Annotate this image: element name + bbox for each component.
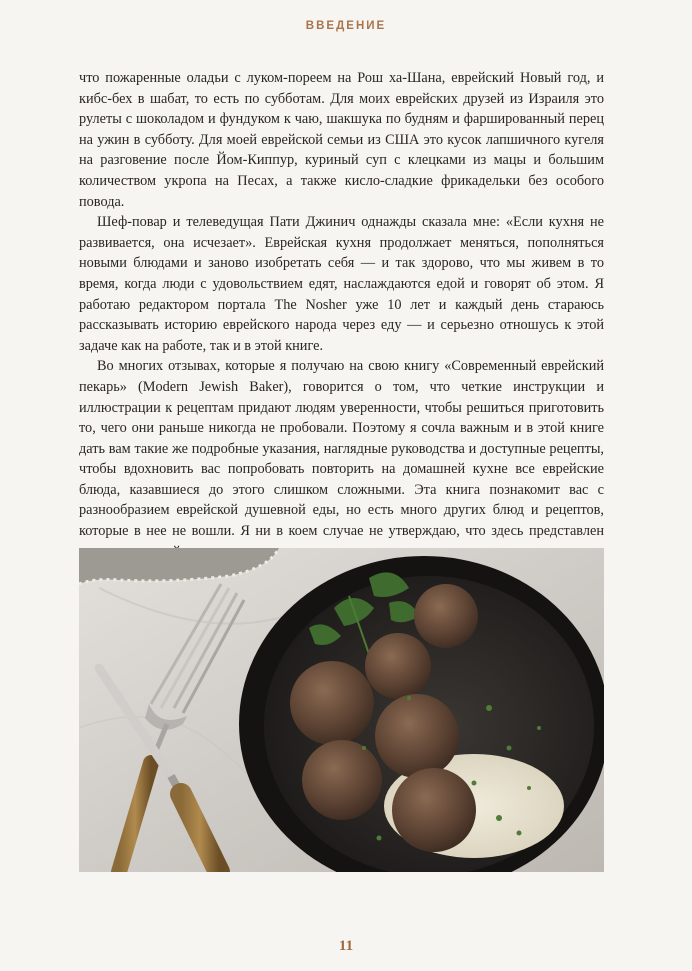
page-number: 11 bbox=[338, 938, 354, 954]
paragraph-2: Шеф-повар и телеведущая Пати Джинич однажды сказала мне: «Если кухня не развивается, она исчезает». Еврейская кухня продолжает меняться, пополняться новыми блюдами и заново изобретать себя — и так здорово, что мы живем в то время, когда люди с удовольствием едят, наслаждаются едой и говорят об этом. Я работаю редактором портала The Nosher уже 10 лет и каждый день стараюсь рассказывать историю еврейского народа через еду — и серьезно отношусь к этой задаче как на работе, так и в этой книге. bbox=[79, 214, 604, 354]
paragraph-3: Во многих отзывах, которые я получаю на свою книгу «Современный еврейский пекарь» (Modern Jewish Baker), говорится о том, что четкие инструкции и иллюстрации к рецептам придают людям уверенности, чтобы решиться приготовить то, чего они раньше никогда не пробовали. Поэтому я сочла важным и в этой книге дать вам такие же подробные указания, наглядные руководства и доступные рецепты, чтобы вдохновить вас попробовать повторить на домашней кухне все еврейские блюда, казавшиеся до этого слишком сложными. Эта книга познакомит вас с разнообразием еврейской душевной еды, но есть много других блюд и рецептов, которые в нее не вошли. Я ни в коем случае не утверждаю, что здесь представлен bbox=[79, 358, 604, 540]
paragraph-1: что пожаренные оладьи с луком-пореем на Рош ха-Шана, еврейский Новый год, и кибс-бех в шабат, то есть по субботам. Для моих еврейских друзей из Израиля это рулеты с шоколадом и фундуком к чаю, шакшука по будням и фаршированный перец на ужин в субботу. Для моей еврейской семьи из США это кусок лапшичного кугеля на разговение после Йом-Киппур, куриный суп с клецками из мацы и большим количеством укропа на Песах, а также кисло-сладкие фрикадельки без особого повода. bbox=[79, 70, 604, 210]
meatballs-photo bbox=[79, 548, 604, 872]
body-text bbox=[79, 68, 604, 583]
running-header bbox=[0, 0, 692, 50]
meatballs-illustration bbox=[79, 548, 604, 872]
chapter-title: ВВЕДЕНИЕ bbox=[305, 20, 387, 32]
